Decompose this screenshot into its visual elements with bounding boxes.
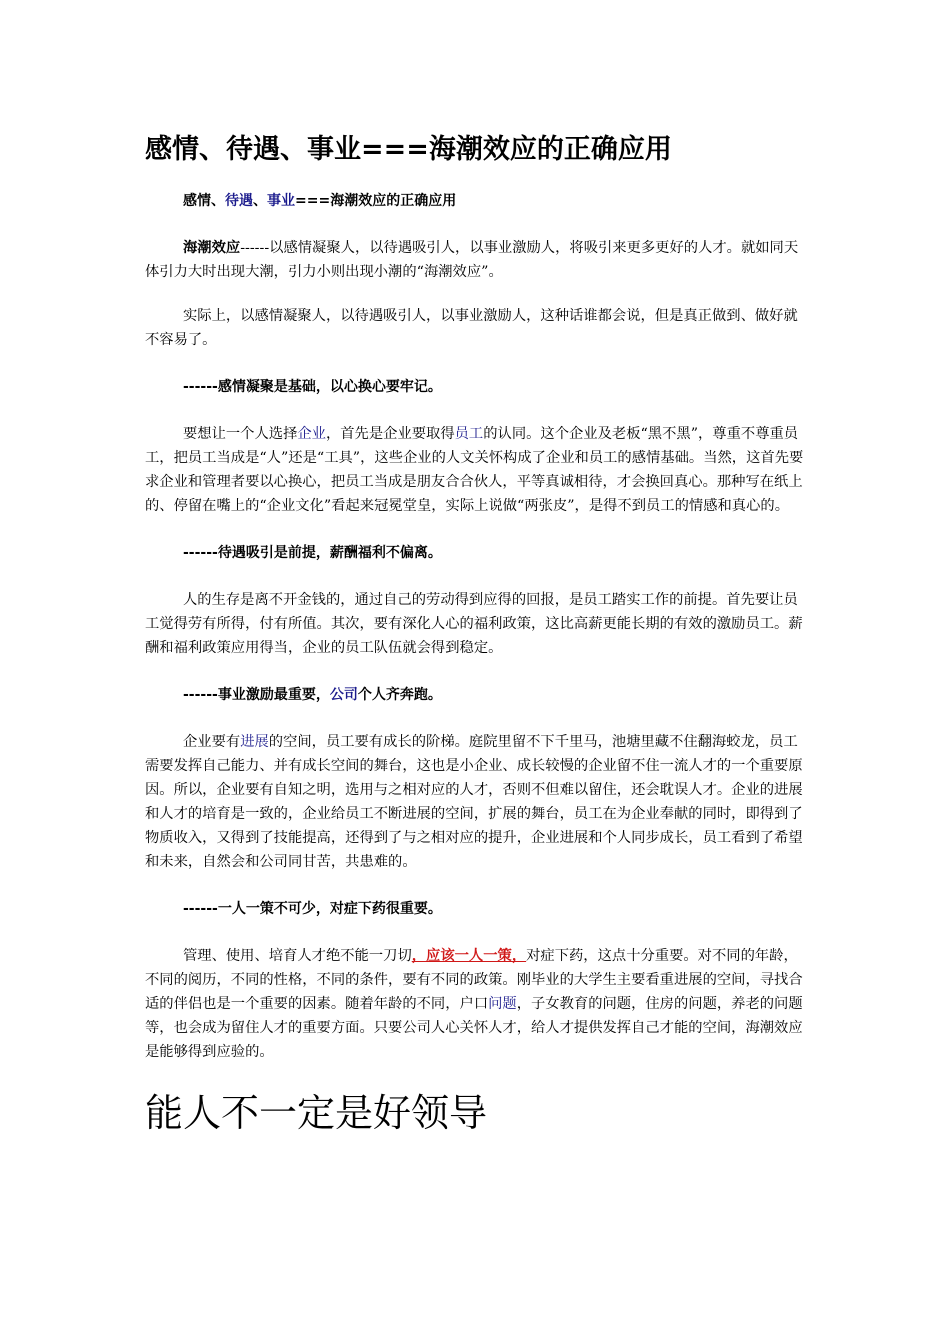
next-article-title: 能人不一定是好领导: [145, 1091, 488, 1135]
subtitle-text: 、: [253, 193, 267, 209]
section-3-paragraph: [145, 730, 805, 874]
text-run: 要想让一个人选择: [183, 426, 298, 442]
subtitle-text: 感情、: [183, 193, 225, 209]
intro-lead: 海潮效应: [183, 240, 241, 256]
link-qiye[interactable]: 企业: [297, 426, 326, 442]
section-heading-1: ------感情凝聚是基础，以心换心要牢记。: [183, 379, 442, 395]
section-2-paragraph: 人的生存是离不开金钱的，通过自己的劳动得到应得的回报，是员工踏实工作的前提。首先要让员工觉得劳有所得，付有所值。其次，要有深化人心的福利政策，这比高薪更能长期的有效的激励员工。薪酬和福利政策应用得当，企业的员工队伍就会得到稳定。: [145, 592, 803, 656]
section-4-paragraph: [145, 944, 805, 1064]
link-yuangong[interactable]: 员工: [454, 426, 484, 442]
article-title: 感情、待遇、事业===海潮效应的正确应用: [145, 134, 672, 165]
section-heading-3: [145, 684, 805, 706]
link-shiye[interactable]: 事业: [267, 193, 295, 209]
highlighted-text: ，应该一人一策，: [411, 948, 527, 964]
text-run: 的空间，员工要有成长的阶梯。庭院里留不下千里马，池塘里藏不住翻海蛟龙，员工需要发挥自己能力、并有成长空间的舞台，这也是小企业、成长较慢的企业留不住一流人才的一个重要原因。所以，企业要有自知之明，选用与之相对应的人才，否则不但难以留住，还会耽误人才。企业的进展和人才的培育是一致的，企业给员工不断进展的空间，扩展的舞台，员工在为企业奉献的同时，即得到了物质收入，又得到了技能提高，还得到了与之相对应的提升，企业进展和个人同步成长，员工看到了希望和未来，自然会和公司同甘苦，共患难的。: [145, 734, 803, 870]
article-subtitle: [145, 190, 805, 212]
text-run: 管理、使用、培育人才绝不能一刀切: [183, 948, 412, 964]
link-gongsi[interactable]: 公司: [329, 687, 358, 703]
text-run: 对症下药，这点十分重要。对不同的年龄，不同的阅历，不同的性格，不同的条件，要有不同的政策。刚毕业的大学生主要看重进展的空间，寻找合适的伴侣也是一个重要的因素。随着年龄的不同，户口: [145, 948, 803, 1012]
text-run: ，子女教育的问题，住房的问题，养老的问题等，也会成为留住人才的重要方面。只要公司人心关怀人才，给人才提供发挥自己才能的空间，海潮效应是能够得到应验的。: [145, 996, 803, 1060]
subtitle-text: ===海潮效应的正确应用: [295, 193, 457, 209]
link-daiyu[interactable]: 待遇: [225, 193, 253, 209]
section-heading-2: ------待遇吸引是前提，薪酬福利不偏离。: [183, 545, 442, 561]
paragraph-2: 实际上，以感情凝聚人，以待遇吸引人，以事业激励人，这种话谁都会说，但是真正做到、做好就不容易了。: [145, 308, 798, 348]
text-run: ，首先是企业要取得: [325, 426, 455, 442]
intro-paragraph: [145, 236, 805, 284]
intro-text: ------以感情凝聚人，以待遇吸引人，以事业激励人，将吸引来更多更好的人才。就如同天体引力大时出现大潮，引力小则出现小潮的“海潮效应”。: [145, 240, 799, 280]
heading-text: ------事业激励最重要，: [183, 687, 330, 703]
section-1-paragraph: [145, 422, 805, 518]
text-run: 企业要有: [183, 734, 241, 750]
document-page: [145, 130, 805, 1138]
text-run: 的认同。这个企业及老板“黑不黑”，尊重不尊重员工，把员工当成是“人”还是“工具”，这些企业的人文关怀构成了企业和员工的感情基础。当然，这首先要求企业和管理者要以心换心，把员工当成是朋友合合伙人，平等真诚相待，才会换回真心。那种写在纸上的、停留在嘴上的“企业文化”看起来冠冕堂皇，实际上说做“两张皮”，是得不到员工的情感和真心的。: [145, 426, 804, 514]
section-heading-4: ------一人一策不可少，对症下药很重要。: [183, 901, 442, 917]
link-wenti[interactable]: 问题: [488, 996, 517, 1012]
heading-text: 个人齐奔跑。: [357, 687, 442, 703]
link-jinzhan[interactable]: 进展: [240, 734, 269, 750]
